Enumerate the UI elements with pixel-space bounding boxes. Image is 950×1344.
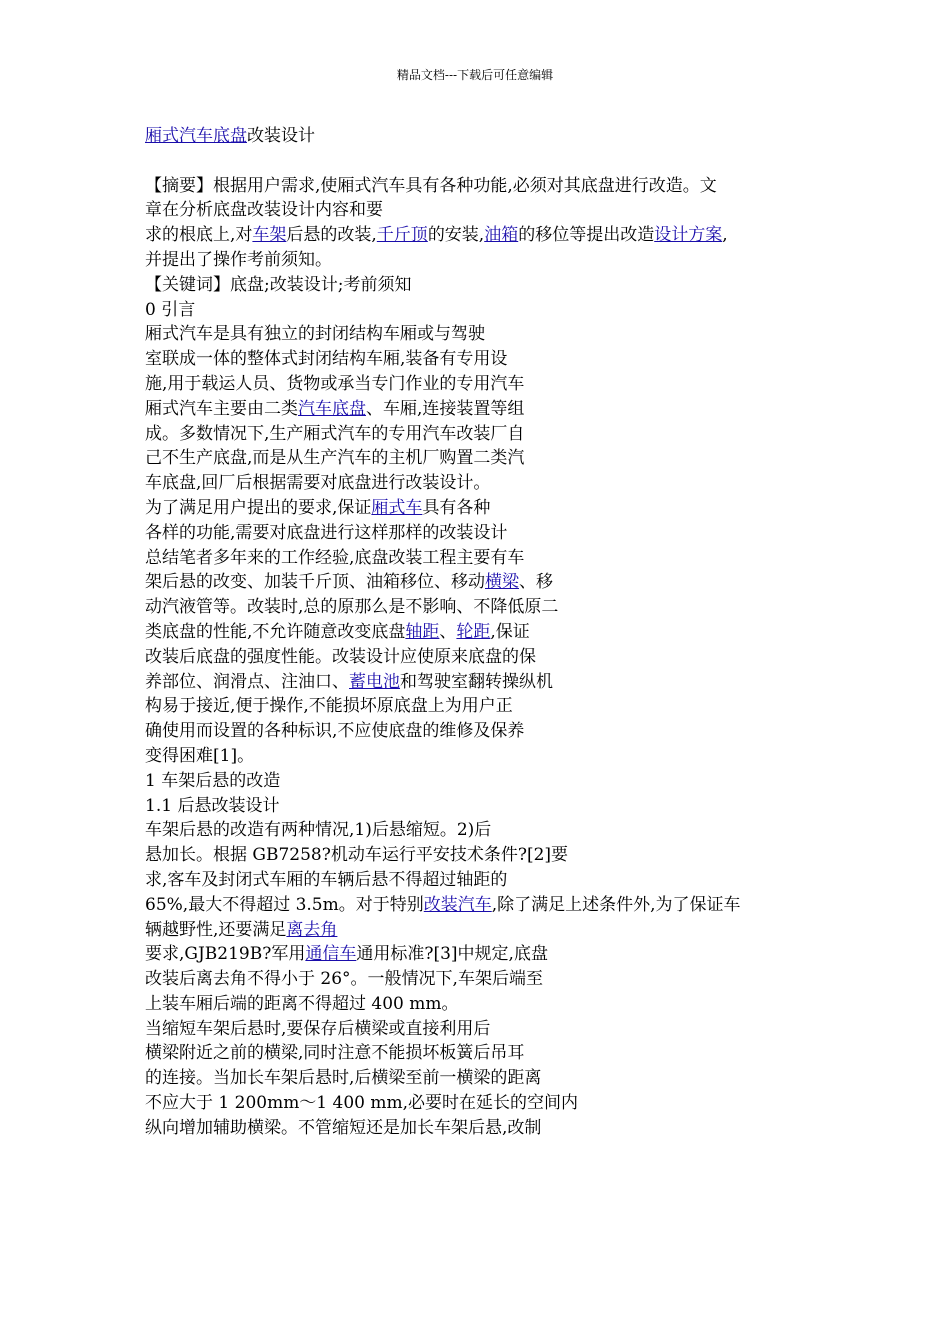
- text-run: 【关键词】底盘;改装设计;考前须知: [145, 274, 412, 295]
- text-line: [145, 347, 825, 372]
- text-run: 改装后离去角不得小于 26°。一般情况下,车架后端至: [145, 969, 543, 990]
- text-run: 确使用而设置的各种标识,不应使底盘的维修及保养: [145, 721, 525, 742]
- text-run: ,: [722, 225, 728, 246]
- text-line: [145, 422, 825, 447]
- text-run: 上装车厢后端的距离不得超过 400 mm。: [145, 993, 459, 1014]
- text-run: 养部位、润滑点、注油口、: [145, 671, 349, 692]
- keyword-link[interactable]: 轮距: [456, 621, 491, 642]
- text-run: 车底盘,回厂后根据需要对底盘进行改装设计。: [145, 473, 491, 494]
- text-line: [145, 273, 825, 298]
- article-title: [145, 124, 825, 149]
- keyword-link[interactable]: 横梁: [485, 572, 519, 593]
- keyword-link[interactable]: 离去角: [286, 919, 338, 940]
- text-run: 和驾驶室翻转操纵机: [400, 671, 553, 692]
- text-line: [145, 719, 825, 744]
- keyword-link[interactable]: 蓄电池: [349, 671, 400, 692]
- text-run: 具有各种: [422, 497, 491, 518]
- text-run: 厢式汽车是具有独立的封闭结构车厢或与驾驶: [145, 324, 485, 345]
- text-run: 65%,最大不得超过 3.5m。对于特别: [145, 894, 424, 915]
- text-line: [145, 1116, 825, 1141]
- text-line: [145, 546, 825, 571]
- text-run: 的安装,: [427, 225, 485, 246]
- text-line: [145, 694, 825, 719]
- text-run: 构易于接近,便于操作,不能损坏原底盘上为用户正: [145, 696, 513, 717]
- text-line: [145, 521, 825, 546]
- text-line: [145, 843, 825, 868]
- text-run: 车架后悬的改造有两种情况,1)后悬缩短。2)后: [145, 820, 492, 841]
- text-run: 变得困难[1]。: [145, 745, 255, 766]
- text-run: 横梁附近之前的横梁,同时注意不能损坏板簧后吊耳: [145, 1043, 525, 1064]
- text-line: [145, 397, 825, 422]
- text-line: [145, 1041, 825, 1066]
- text-run: 、: [439, 621, 457, 642]
- text-run: 求的根底上,对: [145, 225, 253, 246]
- article-content: [145, 174, 825, 1141]
- text-line: [145, 620, 825, 645]
- text-line: [145, 992, 825, 1017]
- keyword-link[interactable]: 通信车: [305, 944, 357, 965]
- text-run: 总结笔者多年来的工作经验,底盘改装工程主要有车: [145, 547, 525, 568]
- text-line: [145, 298, 825, 323]
- text-run: 的连接。当加长车架后悬时,后横梁至前一横梁的距离: [145, 1068, 542, 1089]
- text-run: ,除了满足上述条件外,为了保证车: [491, 894, 741, 915]
- keyword-link[interactable]: 千斤顶: [376, 225, 428, 246]
- text-run: 成。多数情况下,生产厢式汽车的专用汽车改装厂自: [145, 423, 525, 444]
- text-line: [145, 496, 825, 521]
- text-line: [145, 223, 825, 248]
- text-run: 的移位等提出改造: [518, 225, 655, 246]
- text-line: [145, 818, 825, 843]
- text-line: [145, 744, 825, 769]
- text-run: 章在分析底盘改装设计内容和要: [145, 200, 383, 221]
- keyword-link[interactable]: 改装汽车: [423, 894, 492, 915]
- text-run: 求,客车及封闭式车厢的车辆后悬不得超过轴距的: [145, 869, 508, 890]
- text-run: 架后悬的改变、加装千斤顶、油箱移位、移动: [145, 572, 485, 593]
- text-line: [145, 595, 825, 620]
- text-run: 0 引言: [145, 299, 196, 320]
- text-line: [145, 868, 825, 893]
- text-line: [145, 174, 825, 199]
- text-run: 不应大于 1 200mm～1 400 mm,必要时在延长的空间内: [145, 1093, 579, 1114]
- text-run: 己不生产底盘,而是从生产汽车的主机厂购置二类汽: [145, 448, 525, 469]
- text-run: 类底盘的性能,不允许随意改变底盘: [145, 621, 406, 642]
- text-line: [145, 446, 825, 471]
- text-run: 改装设计: [247, 126, 315, 146]
- text-line: [145, 372, 825, 397]
- text-run: 1.1 后悬改装设计: [145, 795, 280, 816]
- text-line: [145, 967, 825, 992]
- text-run: 厢式汽车主要由二类: [145, 398, 298, 419]
- text-run: 【摘要】根据用户需求,使厢式汽车具有各种功能,必须对其底盘进行改造。文: [145, 175, 717, 196]
- text-line: [145, 471, 825, 496]
- text-run: 、车厢,连接装置等组: [366, 398, 525, 419]
- text-line: [145, 570, 825, 595]
- text-run: 、移: [519, 572, 553, 593]
- text-run: 要求,GJB219B?军用: [145, 944, 306, 965]
- keyword-link[interactable]: 设计方案: [654, 225, 723, 246]
- text-line: [145, 198, 825, 223]
- text-line: [145, 918, 825, 943]
- text-line: [145, 322, 825, 347]
- text-run: 辆越野性,还要满足: [145, 919, 287, 940]
- text-run: 当缩短车架后悬时,要保存后横梁或直接利用后: [145, 1018, 491, 1039]
- keyword-link[interactable]: 厢式汽车底盘: [145, 126, 247, 146]
- text-run: 动汽液管等。改装时,总的原那么是不影响、不降低原二: [145, 597, 559, 618]
- keyword-link[interactable]: 油箱: [484, 225, 519, 246]
- text-run: 并提出了操作考前须知。: [145, 249, 332, 270]
- text-line: [145, 1066, 825, 1091]
- text-run: 纵向增加辅助横梁。不管缩短还是加长车架后悬,改制: [145, 1117, 542, 1138]
- text-line: [145, 1017, 825, 1042]
- text-run: 通用标准?[3]中规定,底盘: [356, 944, 548, 965]
- text-line: [145, 769, 825, 794]
- page-header: 精品文档---下载后可任意编辑: [396, 68, 554, 82]
- text-run: ,保证: [490, 621, 530, 642]
- text-run: 施,用于载运人员、货物或承当专门作业的专用汽车: [145, 373, 525, 394]
- text-line: [145, 794, 825, 819]
- text-line: [145, 670, 825, 695]
- text-line: [145, 893, 825, 918]
- text-line: [145, 1091, 825, 1116]
- text-run: 1 车架后悬的改造: [145, 770, 281, 791]
- text-run: 室联成一体的整体式封闭结构车厢,装备有专用设: [145, 349, 508, 370]
- blank-line: [145, 149, 825, 174]
- text-line: [145, 645, 825, 670]
- text-run: 改装后底盘的强度性能。改装设计应使原来底盘的保: [145, 646, 536, 667]
- text-run: 为了满足用户提出的要求,保证: [145, 497, 372, 518]
- keyword-link[interactable]: 轴距: [405, 621, 440, 642]
- document-body: [145, 124, 825, 1141]
- keyword-link[interactable]: 车架: [252, 225, 287, 246]
- text-line: [145, 942, 825, 967]
- keyword-link[interactable]: 厢式车: [371, 497, 423, 518]
- keyword-link[interactable]: 汽车底盘: [298, 398, 366, 419]
- text-run: 悬加长。根据 GB7258?机动车运行平安技术条件?[2]要: [145, 845, 569, 866]
- text-run: 各样的功能,需要对底盘进行这样那样的改装设计: [145, 522, 508, 543]
- text-run: 后悬的改装,: [286, 225, 377, 246]
- text-line: [145, 248, 825, 273]
